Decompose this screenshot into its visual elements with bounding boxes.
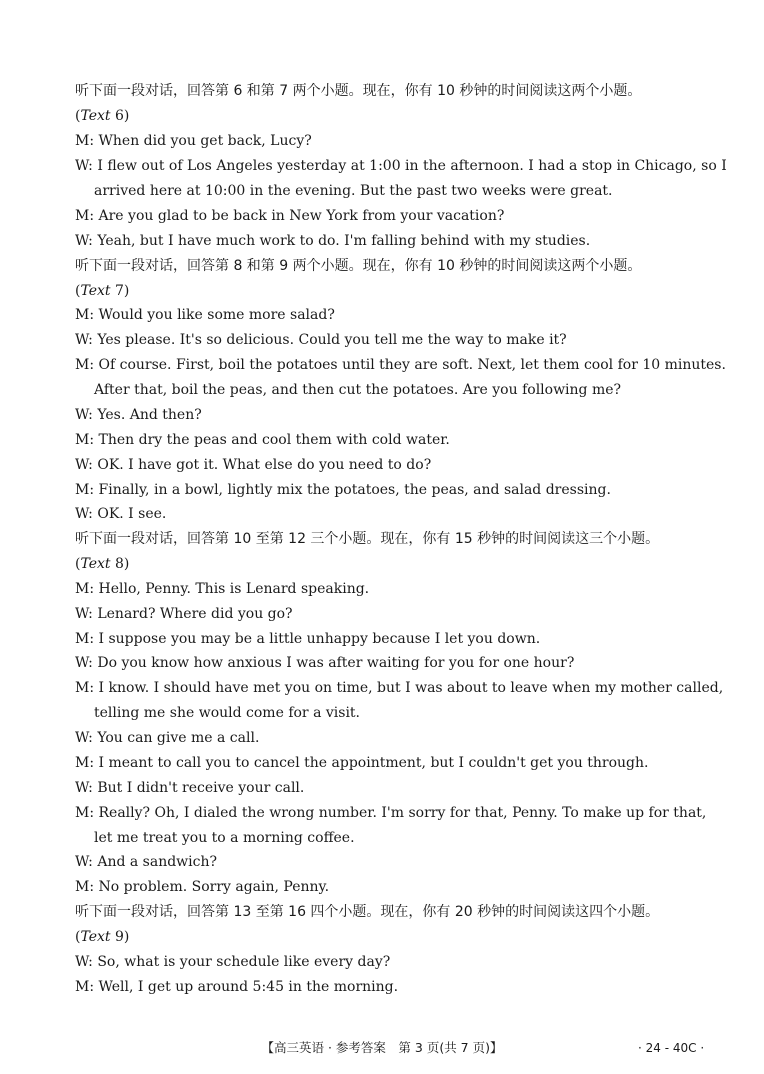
dialogue-line: M: Would you like some more salad?	[75, 307, 335, 323]
dialogue-line: M: Are you glad to be back in New York from your vacation?	[75, 208, 505, 224]
dialogue-line: M: I meant to call you to cancel the appointment, but I couldn't get you through.	[75, 755, 649, 771]
dialogue-line: W: You can give me a call.	[75, 730, 260, 746]
dialogue-line-continuation: arrived here at 10:00 in the evening. But the past two weeks were great.	[94, 183, 613, 199]
dialogue-line: W: Yes please. It's so delicious. Could you tell me the way to make it?	[75, 332, 567, 348]
dialogue-line: W: Lenard? Where did you go?	[75, 606, 293, 622]
dialogue-line: W: OK. I have got it. What else do you need to do?	[75, 457, 432, 473]
text-label: (Text 9)	[75, 929, 130, 945]
dialogue-line: M: Really? Oh, I dialed the wrong number. I'm sorry for that, Penny. To make up for that,	[75, 805, 707, 821]
dialogue-line: M: Of course. First, boil the potatoes until they are soft. Next, let them cool for 10 minutes.	[75, 357, 726, 373]
dialogue-line: W: So, what is your schedule like every day?	[75, 954, 391, 970]
text-label: (Text 7)	[75, 283, 130, 299]
dialogue-line: W: OK. I see.	[75, 506, 167, 522]
dialogue-line: M: Finally, in a bowl, lightly mix the potatoes, the peas, and salad dressing.	[75, 482, 611, 498]
dialogue-line: W: Yes. And then?	[75, 407, 202, 423]
dialogue-line: M: Hello, Penny. This is Lenard speaking.	[75, 581, 370, 597]
text-label: (Text 8)	[75, 556, 130, 572]
dialogue-line: W: But I didn't receive your call.	[75, 780, 305, 796]
text-label: (Text 6)	[75, 108, 130, 124]
section-instruction: 听下面一段对话，回答第 10 至第 12 三个小题。现在，你有 15 秒钟的时间阅读这三个小题。	[75, 531, 660, 547]
dialogue-line: W: I flew out of Los Angeles yesterday at 1:00 in the afternoon. I had a stop in Chicago, so I	[75, 158, 727, 174]
dialogue-line-continuation: let me treat you to a morning coffee.	[94, 830, 355, 846]
dialogue-line: W: Yeah, but I have much work to do. I'm falling behind with my studies.	[75, 233, 591, 249]
dialogue-line: M: I suppose you may be a little unhappy because I let you down.	[75, 631, 541, 647]
dialogue-line: M: I know. I should have met you on time, but I was about to leave when my mother called,	[75, 680, 724, 696]
section-instruction: 听下面一段对话，回答第 6 和第 7 两个小题。现在，你有 10 秒钟的时间阅读这两个小题。	[75, 83, 642, 99]
paper-code: · 24 - 40C ·	[638, 1041, 705, 1055]
dialogue-line-continuation: telling me she would come for a visit.	[94, 705, 360, 721]
dialogue-line-continuation: After that, boil the peas, and then cut the potatoes. Are you following me?	[94, 382, 622, 398]
section-instruction: 听下面一段对话，回答第 13 至第 16 四个小题。现在，你有 20 秒钟的时间阅读这四个小题。	[75, 904, 660, 920]
dialogue-line: M: When did you get back, Lucy?	[75, 133, 312, 149]
dialogue-line: W: And a sandwich?	[75, 854, 218, 870]
section-instruction: 听下面一段对话，回答第 8 和第 9 两个小题。现在，你有 10 秒钟的时间阅读这两个小题。	[75, 258, 642, 274]
dialogue-line: M: Well, I get up around 5:45 in the morning.	[75, 979, 399, 995]
dialogue-line: M: Then dry the peas and cool them with cold water.	[75, 432, 450, 448]
page-footer: 【高三英语 · 参考答案 第 3 页(共 7 页)】	[261, 1040, 503, 1055]
dialogue-line: W: Do you know how anxious I was after waiting for you for one hour?	[75, 655, 575, 671]
dialogue-line: M: No problem. Sorry again, Penny.	[75, 879, 330, 895]
